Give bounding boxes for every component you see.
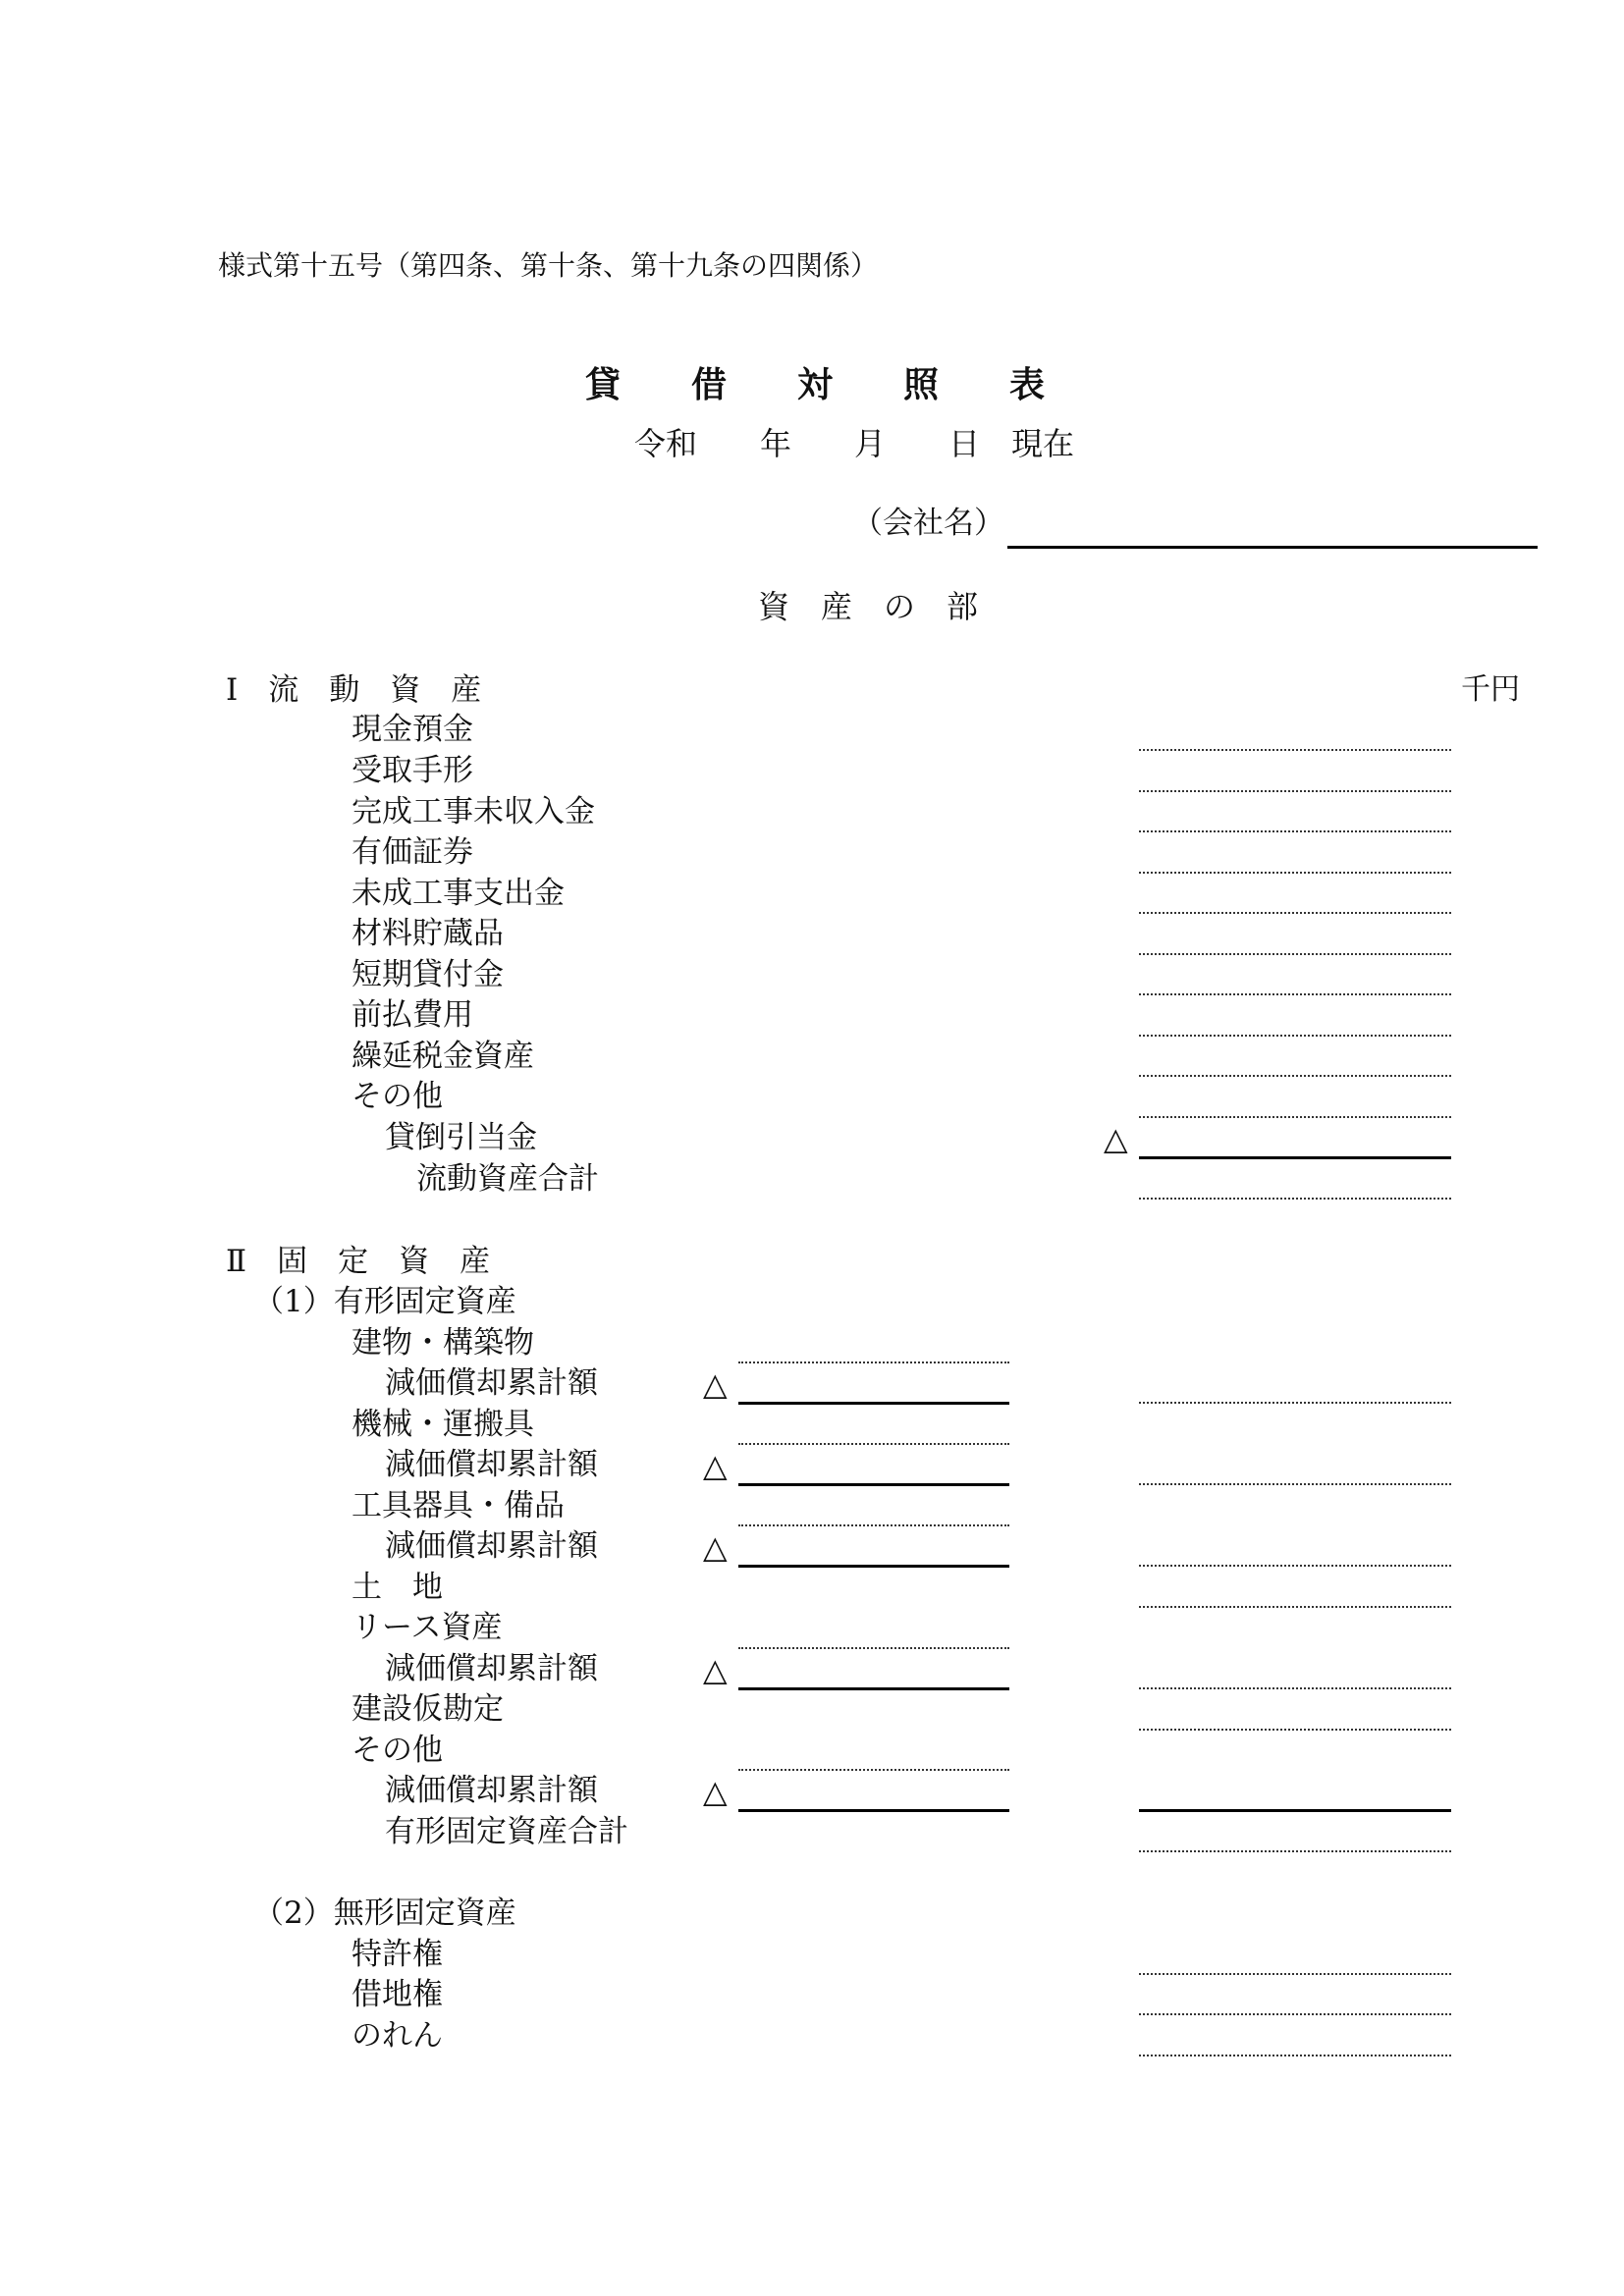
tangible-item: リース資産 <box>352 1610 503 1645</box>
form-number: 様式第十五号（第四条、第十条、第十九条の四関係） <box>218 249 879 282</box>
depreciation-label: 減価償却累計額 <box>385 1365 598 1401</box>
depreciation-label: 減価償却累計額 <box>385 1447 598 1482</box>
section-title: 資 産 の 部 <box>758 588 979 625</box>
amount-line <box>1139 1483 1451 1485</box>
amount-line <box>1139 1035 1451 1037</box>
amount-line <box>1139 1687 1451 1689</box>
current-asset-item: その他 <box>352 1079 443 1114</box>
deduction-triangle-icon: △ <box>703 1651 728 1688</box>
current-asset-item: 材料貯蔵品 <box>352 916 504 951</box>
tangible-item: その他 <box>352 1733 443 1768</box>
tangible-item: 工具器具・備品 <box>352 1488 565 1523</box>
amount-line <box>1139 830 1451 832</box>
document-title: 貸 借 対 照 表 <box>585 364 1046 405</box>
depreciation-underline <box>738 1565 1009 1568</box>
amount-line <box>1139 1606 1451 1608</box>
amount-line <box>1139 749 1451 751</box>
depreciation-label: 減価償却累計額 <box>385 1651 598 1686</box>
tangible-item: 建設仮勘定 <box>352 1691 504 1727</box>
tangible-total-label: 有形固定資産合計 <box>385 1814 628 1849</box>
current-asset-item: 繰延税金資産 <box>352 1039 534 1074</box>
depreciation-label: 減価償却累計額 <box>385 1528 598 1564</box>
depreciation-underline <box>738 1687 1009 1690</box>
intangible-item: 特許権 <box>352 1937 443 1972</box>
amount-line <box>1139 1402 1451 1404</box>
amount-line <box>1139 993 1451 995</box>
amount-line <box>1139 912 1451 914</box>
gross-amount-line <box>738 1769 1009 1771</box>
amount-line <box>1139 1973 1451 1975</box>
amount-underline <box>1139 1156 1451 1159</box>
gross-amount-line <box>738 1647 1009 1649</box>
amount-line <box>1139 1729 1451 1731</box>
tangible-item: 建物・構築物 <box>352 1325 534 1361</box>
amount-underline <box>1139 1809 1451 1812</box>
allowance-label: 貸倒引当金 <box>385 1120 537 1155</box>
amount-line <box>1139 1198 1451 1200</box>
current-assets-heading: Ⅰ 流 動 資 産 <box>226 672 482 708</box>
current-asset-item: 現金預金 <box>352 712 473 747</box>
company-label: （会社名） <box>852 506 1004 541</box>
current-assets-total-label: 流動資産合計 <box>416 1161 599 1197</box>
gross-amount-line <box>738 1443 1009 1445</box>
deduction-triangle-icon: △ <box>703 1528 728 1566</box>
deduction-triangle-icon: △ <box>703 1447 728 1484</box>
depreciation-label: 減価償却累計額 <box>385 1773 598 1808</box>
fixed-assets-heading: Ⅱ 固 定 資 産 <box>226 1244 491 1279</box>
current-asset-item: 有価証券 <box>352 834 473 870</box>
intangible-heading: （2）無形固定資産 <box>253 1896 516 1931</box>
amount-line <box>1139 1116 1451 1118</box>
amount-line <box>1139 872 1451 874</box>
amount-line <box>1139 790 1451 792</box>
unit-label: 千円 <box>1461 672 1520 707</box>
current-asset-item: 未成工事支出金 <box>352 876 565 911</box>
current-asset-item: 前払費用 <box>352 997 473 1033</box>
date-line: 令和 年 月 日 現在 <box>634 425 1075 462</box>
company-name-line <box>1007 546 1538 549</box>
deduction-triangle-icon: △ <box>1104 1120 1128 1157</box>
deduction-triangle-icon: △ <box>703 1773 728 1810</box>
depreciation-underline <box>738 1483 1009 1486</box>
current-asset-item: 受取手形 <box>352 753 473 788</box>
tangible-item: 土 地 <box>352 1570 443 1605</box>
amount-line <box>1139 1850 1451 1852</box>
current-asset-item: 完成工事未収入金 <box>352 794 595 829</box>
tangible-heading: （1）有形固定資産 <box>253 1284 516 1319</box>
tangible-item: 機械・運搬具 <box>352 1407 534 1442</box>
intangible-item: 借地権 <box>352 1977 443 2012</box>
amount-line <box>1139 953 1451 955</box>
deduction-triangle-icon: △ <box>703 1365 728 1403</box>
current-asset-item: 短期貸付金 <box>352 957 504 992</box>
amount-line <box>1139 1075 1451 1077</box>
gross-amount-line <box>738 1362 1009 1363</box>
amount-line <box>1139 2055 1451 2056</box>
intangible-item: のれん <box>352 2018 443 2054</box>
amount-line <box>1139 2013 1451 2015</box>
depreciation-underline <box>738 1402 1009 1405</box>
gross-amount-line <box>738 1524 1009 1526</box>
amount-line <box>1139 1565 1451 1567</box>
depreciation-underline <box>738 1809 1009 1812</box>
